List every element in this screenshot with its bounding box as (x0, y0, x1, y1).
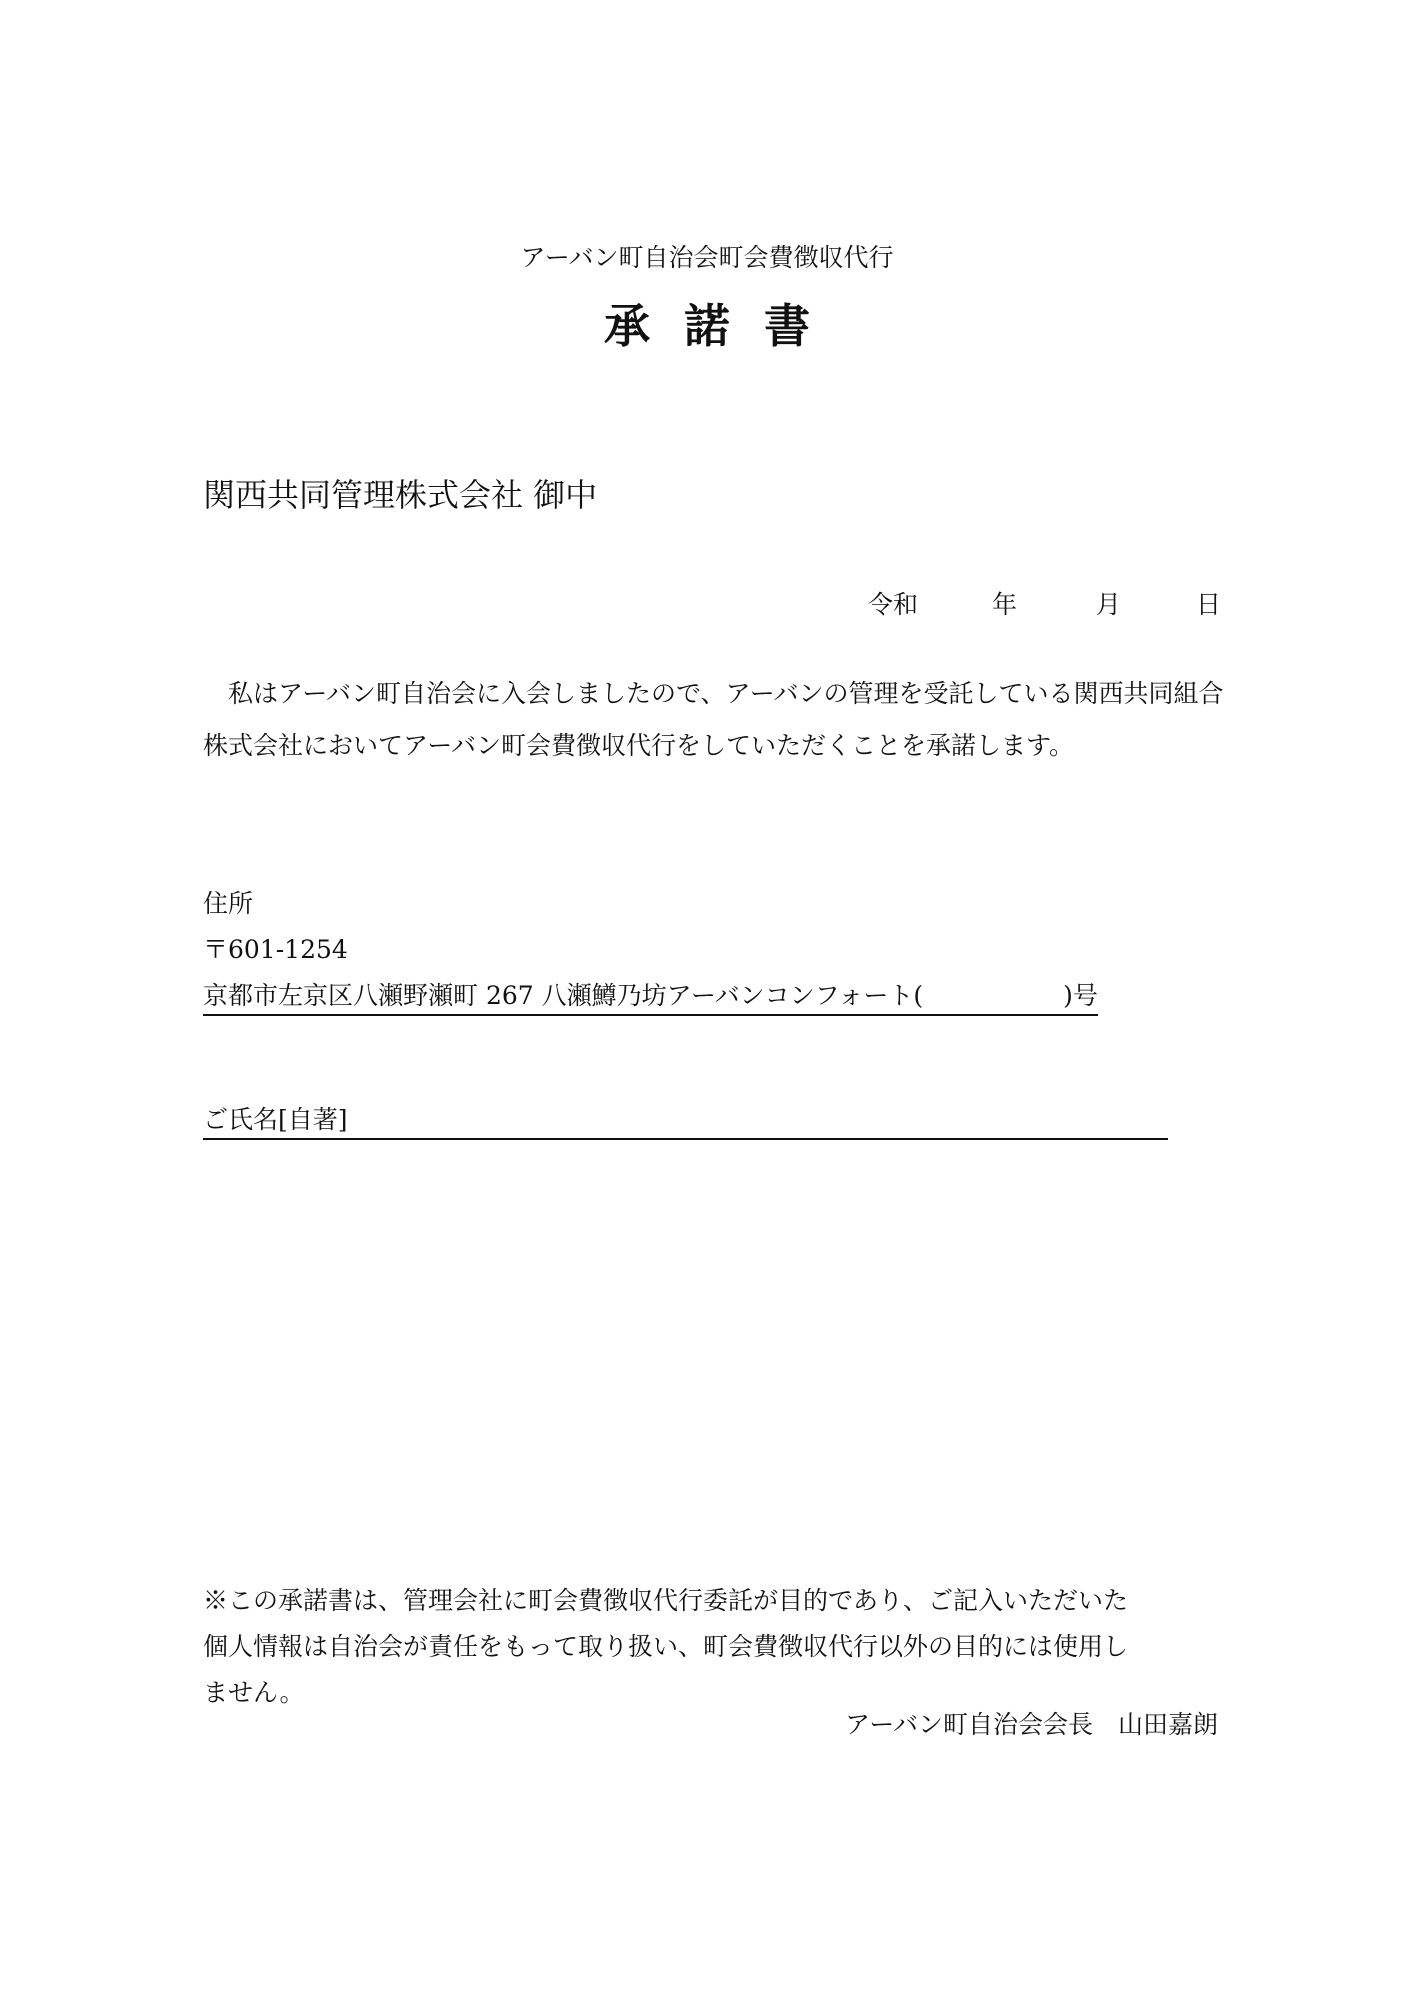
privacy-note (203, 1578, 1223, 1716)
postal-code: 〒601-1254 (203, 935, 348, 964)
consent-statement-line: 私はアーバン町自治会に入会しましたので、アーバンの管理を受託している関西共同組合 (203, 679, 1224, 708)
date-era: 令和 (868, 590, 919, 619)
date-month-label: 月 (1096, 590, 1122, 619)
consent-statement-line: 株式会社においてアーバン町会費徴収代行をしていただくことを承諾します。 (203, 731, 1075, 760)
address-text: 京都市左京区八瀬野瀬町 267 八瀬鱒乃坊アーバンコンフォート( (203, 981, 924, 1010)
address-line (203, 976, 1098, 1016)
privacy-note-line: ません。 (203, 1678, 305, 1707)
room-suffix: )号 (1063, 981, 1098, 1010)
document-title: 承諾書 (604, 299, 844, 353)
signature-name-field[interactable] (203, 1100, 1168, 1140)
addressee: 関西共同管理株式会社 御中 (203, 476, 598, 514)
date-year-label: 年 (992, 590, 1018, 619)
consent-statement (203, 668, 1223, 772)
address-label: 住所 (203, 889, 254, 918)
name-label: ご氏名[自著] (203, 1105, 348, 1134)
date-day-label: 日 (1196, 590, 1222, 619)
document-subtitle: アーバン町自治会町会費徴収代行 (520, 243, 894, 272)
privacy-note-line: ※この承諾書は、管理会社に町会費徴収代行委託が目的であり、ご記入いただいた (203, 1586, 1129, 1615)
president-signature: アーバン町自治会会長 山田嘉朗 (844, 1710, 1218, 1739)
privacy-note-line: 個人情報は自治会が責任をもって取り扱い、町会費徴収代行以外の目的には使用し (203, 1632, 1129, 1661)
